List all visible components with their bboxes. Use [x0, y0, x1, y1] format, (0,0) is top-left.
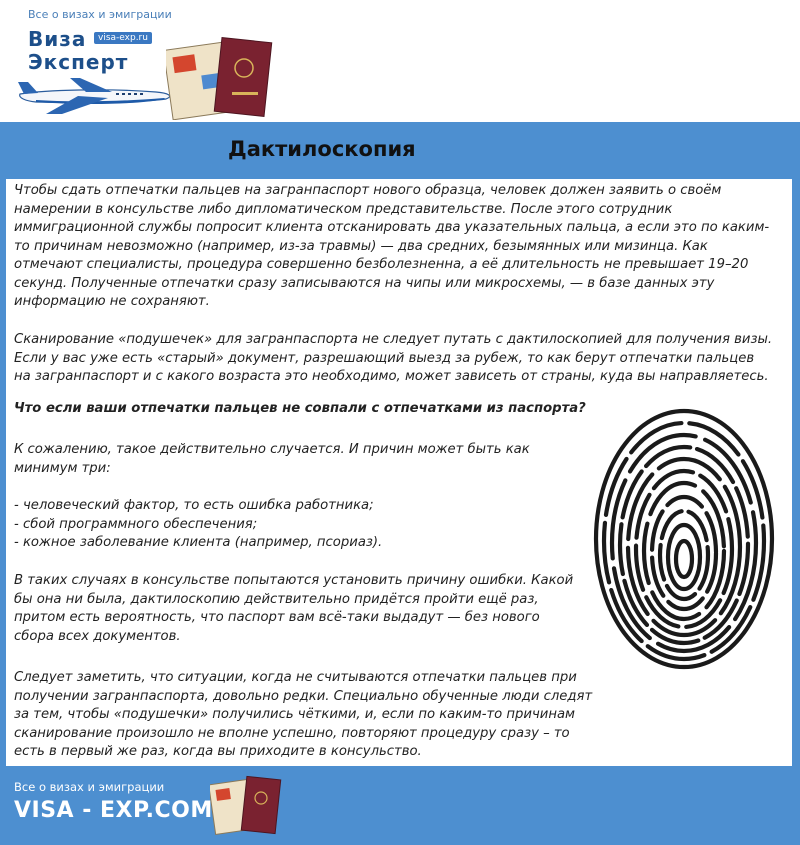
logo-url-badge: visa-exp.ru: [94, 32, 152, 44]
footer-passports-icon: [210, 772, 282, 838]
page-title: Дактилоскопия: [228, 137, 416, 161]
passports-icon: [166, 36, 278, 120]
site-logo[interactable]: [16, 24, 278, 122]
logo-word-expert: Эксперт: [28, 50, 129, 74]
paragraph-4: В таких случаях в консульстве попытаются установить причину ошибки. Какой бы она ни была, дактилоскопию действительно придётся пройти ещё раз, притом есть вероятность, что паспорт вам всё-таки выдадут — без нового сбора всех документов.: [14, 573, 574, 644]
list-item: - кожное заболевание клиента (например, псориаз).: [14, 535, 383, 550]
footer-tagline: Все о визах и эмиграции: [14, 780, 165, 794]
list-item: - сбой программного обеспечения;: [14, 516, 258, 532]
paragraph-3: К сожалению, такое действительно случается. И причин может быть как минимум три:: [14, 442, 530, 476]
title-bar: [6, 122, 654, 179]
list-item: - человеческий фактор, то есть ошибка работника;: [14, 498, 374, 513]
site-footer: [0, 766, 800, 845]
fingerprint-icon: [588, 401, 778, 671]
airplane-icon: [16, 72, 176, 118]
reasons-list: [14, 497, 574, 553]
question-heading: Что если ваши отпечатки пальцев не совпали с отпечатками из паспорта?: [14, 401, 586, 416]
paragraph-2: Сканирование «подушечек» для загранпаспорта не следует путать с дактилоскопией для получения визы. Если у вас уже есть «старый» документ, разрешающий выезд за рубеж, то как берут отпечатки пальцев на загранпаспорт и с какого возраста это необходимо, может зависеть от страны, куда вы направляетесь.: [14, 332, 773, 384]
paragraph-1: Чтобы сдать отпечатки пальцев на загранпаспорт нового образца, человек должен заявить о своём намерении в консульстве либо дипломатическом представительстве. После этого сотрудник иммиграционной службы попросит клиента отсканировать два указательных пальца, а если это по каким-то причинам невозможно (например, из-за травмы) — два средних, безымянных или мизинца. Как отмечают специалисты, процедура совершенно безболезненна, а её длительность не превышает 19–20 секунд. Полученные отпечатки сразу записываются на чипы или микросхемы, — в базе данных эту информацию не сохраняют.: [14, 183, 770, 309]
paragraph-5: Следует заметить, что ситуации, когда не считываются отпечатки пальцев при получении загранпаспорта, довольно редки. Специально обученные люди следят за тем, чтобы «подушечки» получились чёткими, и, если по каким-то причинам сканирование произошло не вполне успешно, повторяют процедуру сразу – то есть в первый же раз, когда вы приходите в консульство.: [14, 670, 593, 759]
footer-site-link[interactable]: VISA - EXP.COM: [14, 798, 213, 823]
site-header: [0, 0, 800, 122]
logo-word-visa: Виза: [28, 27, 87, 51]
article-body: [6, 179, 792, 766]
header-tagline: Все о визах и эмиграции: [28, 8, 172, 21]
